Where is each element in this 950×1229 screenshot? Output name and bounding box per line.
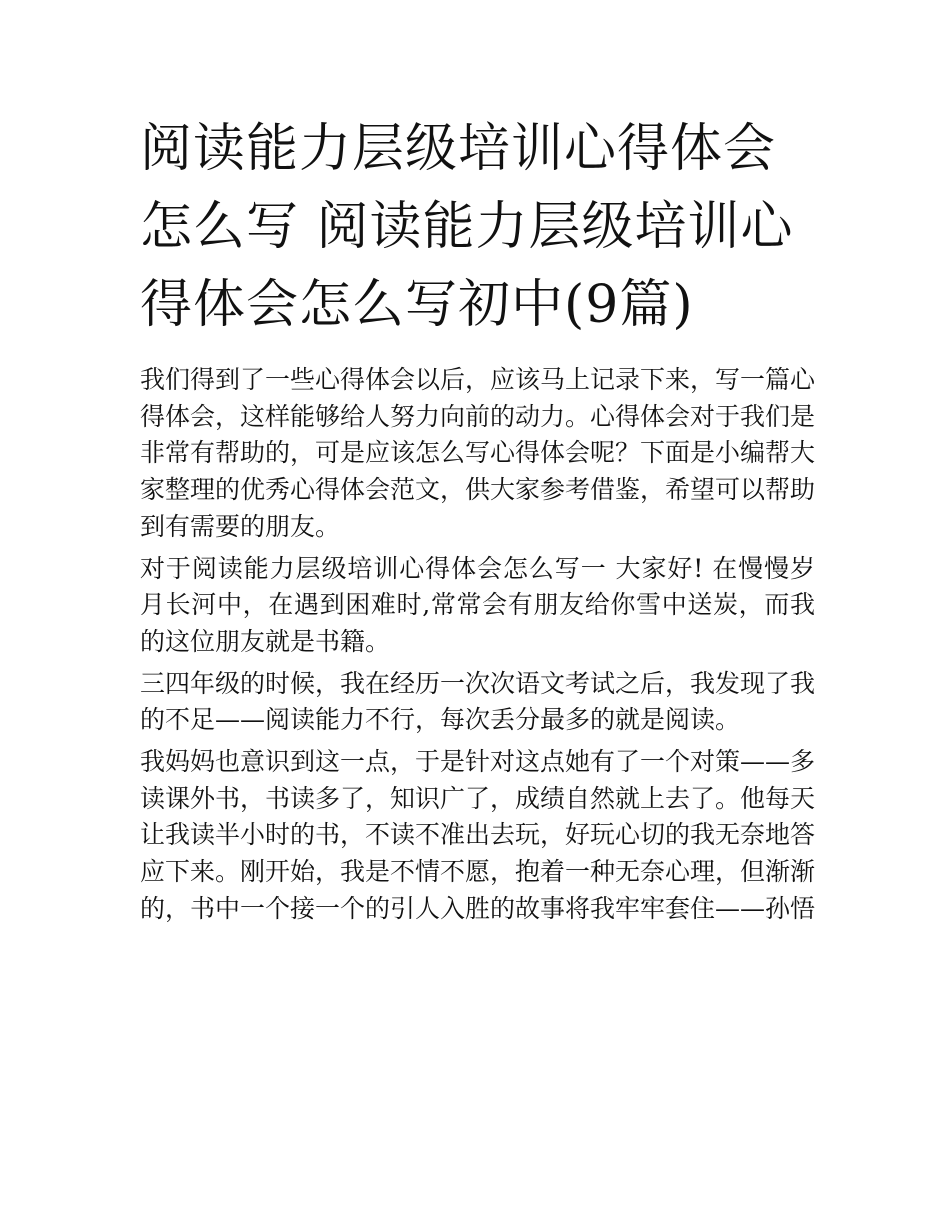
document-title: 阅读能力层级培训心得体会怎么写 阅读能力层级培训心得体会怎么写初中(9篇) [140,119,794,335]
paragraph-reading-weakness: 三四年级的时候，我在经历一次次语文考试之后，我发现了我的不足——阅读能力不行，每次丢分最多的就是阅读。 [140,668,816,735]
paragraph-intro: 我们得到了一些心得体会以后，应该马上记录下来，写一篇心得体会，这样能够给人努力向前的动力。心得体会对于我们是非常有帮助的，可是应该怎么写心得体会呢？下面是小编帮大家整理的优秀心得体会范文，供大家参考借鉴，希望可以帮助到有需要的朋友。 [140,365,816,541]
paragraph-essay-opening: 对于阅读能力层级培训心得体会怎么写一 大家好! 在慢慢岁月长河中，在遇到困难时,常常会有朋友给你雪中送炭，而我的这位朋友就是书籍。 [140,553,815,656]
paragraph-mother-plan: 我妈妈也意识到这一点，于是针对这点她有了一个对策——多读课外书，书读多了，知识广了，成绩自然就上去了。他每天让我读半小时的书，不读不准出去玩，好玩心切的我无奈地答应下来。刚开始，我是不情不愿，抱着一种无奈心理，但渐渐的，书中一个接一个的引人入胜的故事将我牢牢套住——孙悟 [140,747,816,923]
document-body [140,362,815,928]
document-page [140,110,815,928]
